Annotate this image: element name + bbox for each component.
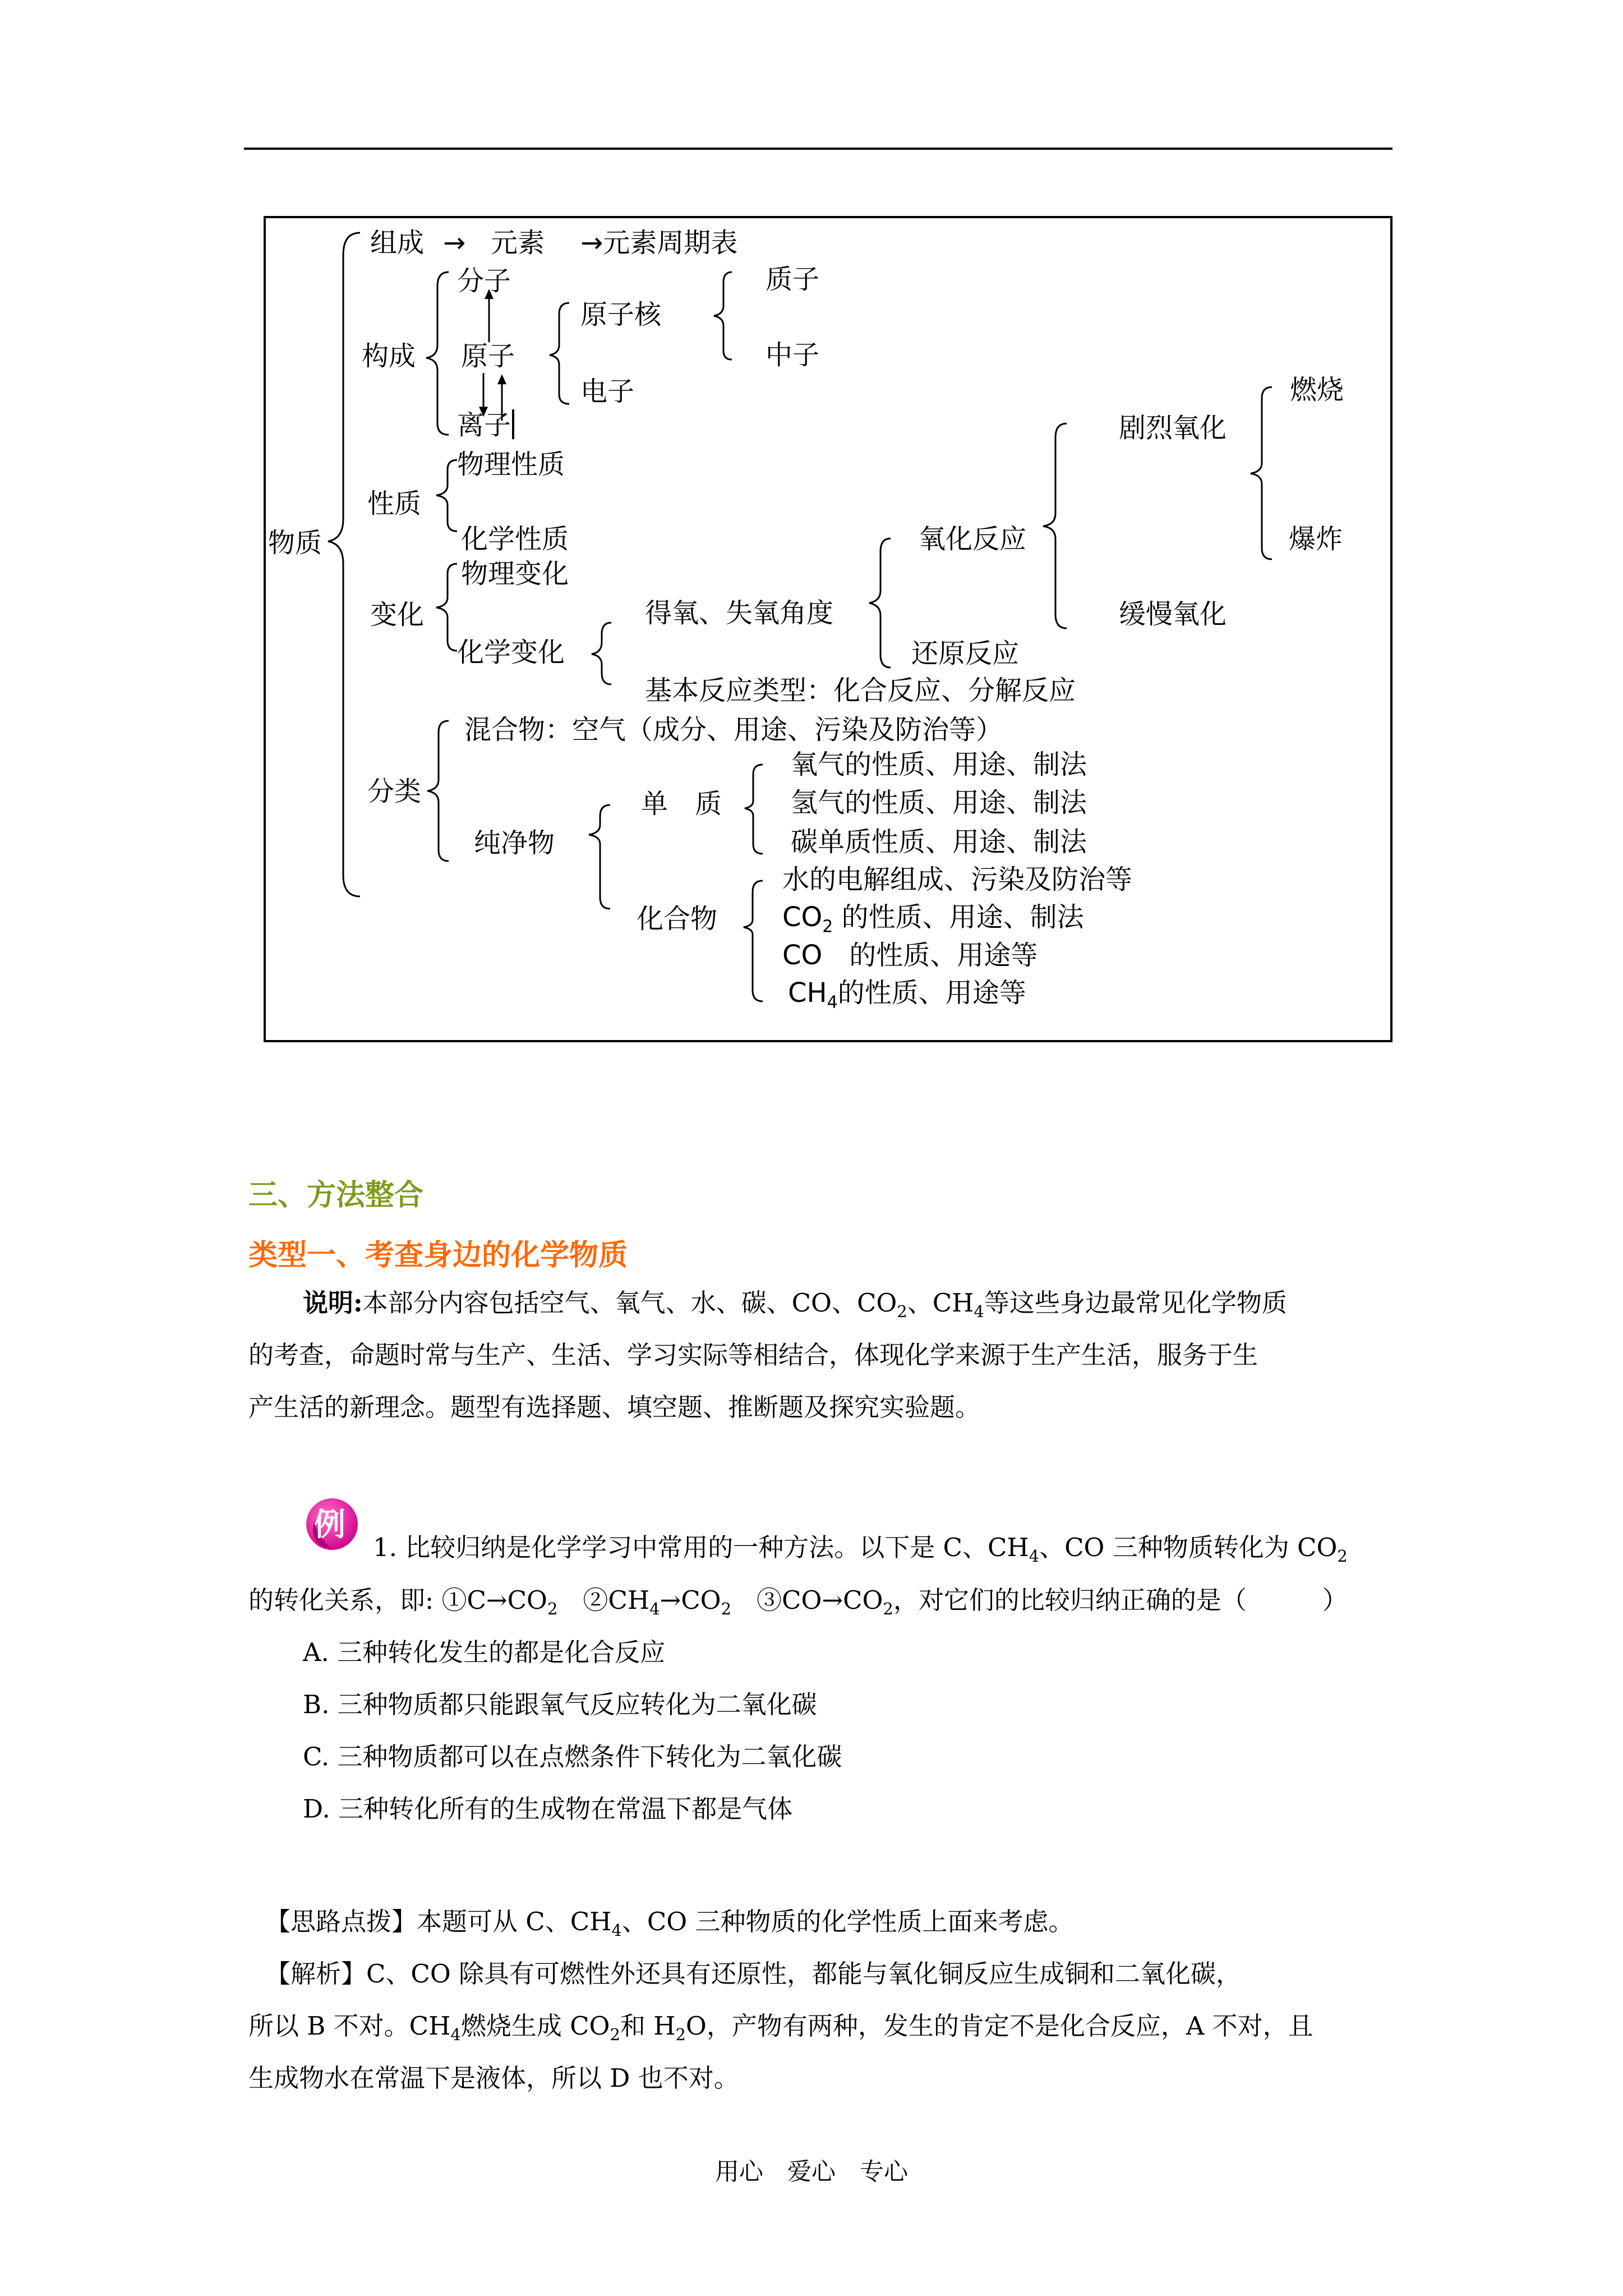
brace-fenlei [427, 721, 449, 861]
node-slow-oxidation: 缓慢氧化 [1119, 599, 1227, 630]
node-atom: 原子 [461, 341, 515, 372]
brace-goucheng [426, 272, 449, 435]
node-reduction: 还原反应 [911, 638, 1020, 669]
node-basic-types: 基本反应类型：化合反应、分解反应 [645, 675, 1076, 706]
node-carbon: 碳单质性质、用途、制法 [791, 826, 1087, 858]
option-c: C. 三种物质都可以在点燃条件下转化为二氧化碳 [303, 1742, 842, 1772]
analysis-line-1: 【解析】C、CO 除具有可燃性外还具有还原性，都能与氧化铜反应生成铜和二氧化碳， [265, 1959, 1242, 1989]
arrowhead-up-2 [497, 374, 506, 384]
node-physical-change: 物理变化 [461, 558, 569, 590]
brace-compound [744, 881, 763, 1001]
concept-diagram [264, 216, 1393, 1042]
section-heading: 三、方法整合 [248, 1178, 424, 1212]
page-footer: 用心 爱心 专心 [715, 2158, 908, 2186]
node-violent-oxidation: 剧烈氧化 [1119, 412, 1227, 444]
brace-xingzhi [436, 460, 457, 531]
node-xingzhi: 性质 [367, 488, 422, 519]
node-nucleus: 原子核 [580, 299, 662, 330]
explain-line-2: 的考查，命题时常与生产、生活、学习实际等相结合，体现化学来源于生产生活，服务于生 [248, 1340, 1258, 1370]
arrow-zucheng: → [443, 227, 466, 259]
node-burn: 燃烧 [1290, 374, 1344, 406]
header-rule [244, 148, 1393, 150]
node-zucheng: 组成 [370, 227, 425, 259]
question-line-2: 的转化关系，即: $①C\to CO_2$ $②CH_4\to CO_2$ $③CO\to CO_2$，对它们的比较归纳正确的是（ ） [248, 1585, 1348, 1618]
node-oxidation: 氧化反应 [919, 523, 1027, 555]
node-ion: 离子 [457, 409, 511, 441]
node-pure: 纯净物 [474, 827, 555, 859]
node-goucheng: 构成 [362, 341, 416, 372]
brace-oxygen-angle [869, 539, 891, 668]
explain-line-1: 说明:本部分内容包括空气、氧气、水、碳、CO、$CO_2$、$CH_4$等这些身边最常见化学物质 [303, 1288, 1287, 1321]
brace-element-sub [745, 765, 763, 854]
node-chemical-change: 化学变化 [457, 637, 565, 668]
node-bianhua: 变化 [370, 599, 425, 631]
example-badge [303, 1493, 361, 1552]
brace-atom [550, 303, 569, 404]
node-o2: 氧气的性质、用途、制法 [791, 749, 1087, 780]
node-proton: 质子 [766, 264, 820, 295]
node-water: 水的电解组成、污染及防治等 [782, 864, 1133, 895]
node-electron: 电子 [580, 376, 635, 407]
example-badge-label: 例 [314, 1507, 345, 1543]
node-chemical-property: 化学性质 [461, 523, 569, 555]
brace-bianhua [436, 564, 457, 651]
type-heading: 类型一、考查身边的化学物质 [248, 1238, 628, 1272]
brace-oxidation [1043, 424, 1067, 628]
node-periodic-table: →元素周期表 [580, 227, 738, 259]
option-d: D. 三种转化所有的生成物在常温下都是气体 [303, 1794, 793, 1824]
node-root: 物质 [268, 527, 322, 559]
hint-line: 【思路点拨】本题可从 C、$CH_4$、CO 三种物质的化学性质上面来考虑。 [265, 1907, 1074, 1940]
node-fenlei: 分类 [367, 776, 422, 807]
node-ch4: $CH_4$的性质、用途等 [788, 977, 1026, 1013]
explain-line-3: 产生活的新理念。题型有选择题、填空题、推断题及探究实验题。 [248, 1392, 981, 1422]
node-neutron: 中子 [766, 339, 820, 371]
brace-root [328, 233, 360, 896]
option-a: A. 三种转化发生的都是化合反应 [303, 1637, 666, 1667]
node-co: CO 的性质、用途等 [782, 940, 1038, 971]
node-mixture: 混合物：空气（成分、用途、污染及防治等） [464, 714, 1003, 746]
explain-label: 说明: [303, 1288, 363, 1318]
question-line-1: 1. 比较归纳是化学学习中常用的一种方法。以下是 C、$CH_4$、CO 三种物质转化为 $CO_2$ [373, 1533, 1348, 1566]
node-oxygen-angle: 得氧、失氧角度 [645, 597, 834, 629]
analysis-line-3: 生成物水在常温下是液体，所以 D 也不对。 [248, 2063, 739, 2093]
brace-nucleus [714, 272, 732, 360]
node-compound: 化合物 [637, 903, 718, 935]
brace-violent [1251, 387, 1272, 559]
node-h2: 氢气的性质、用途、制法 [791, 787, 1087, 818]
brace-chemical-change [592, 623, 611, 684]
node-physical-property: 物理性质 [457, 449, 565, 480]
analysis-line-2: 所以 B 不对。$CH_4$燃烧生成 $CO_2$和 $H_2O$，产物有两种，发生的肯定不是化合反应，A 不对，且 [248, 2011, 1313, 2044]
brace-pure [589, 805, 610, 909]
node-molecule: 分子 [457, 265, 511, 297]
option-b: B. 三种物质都只能跟氧气反应转化为二氧化碳 [303, 1690, 817, 1719]
node-co2: $CO_2$ 的性质、用途、制法 [782, 901, 1084, 937]
node-element-substance: 单 质 [641, 788, 722, 820]
node-element: 元素 [491, 227, 545, 259]
node-explode: 爆炸 [1289, 523, 1343, 555]
